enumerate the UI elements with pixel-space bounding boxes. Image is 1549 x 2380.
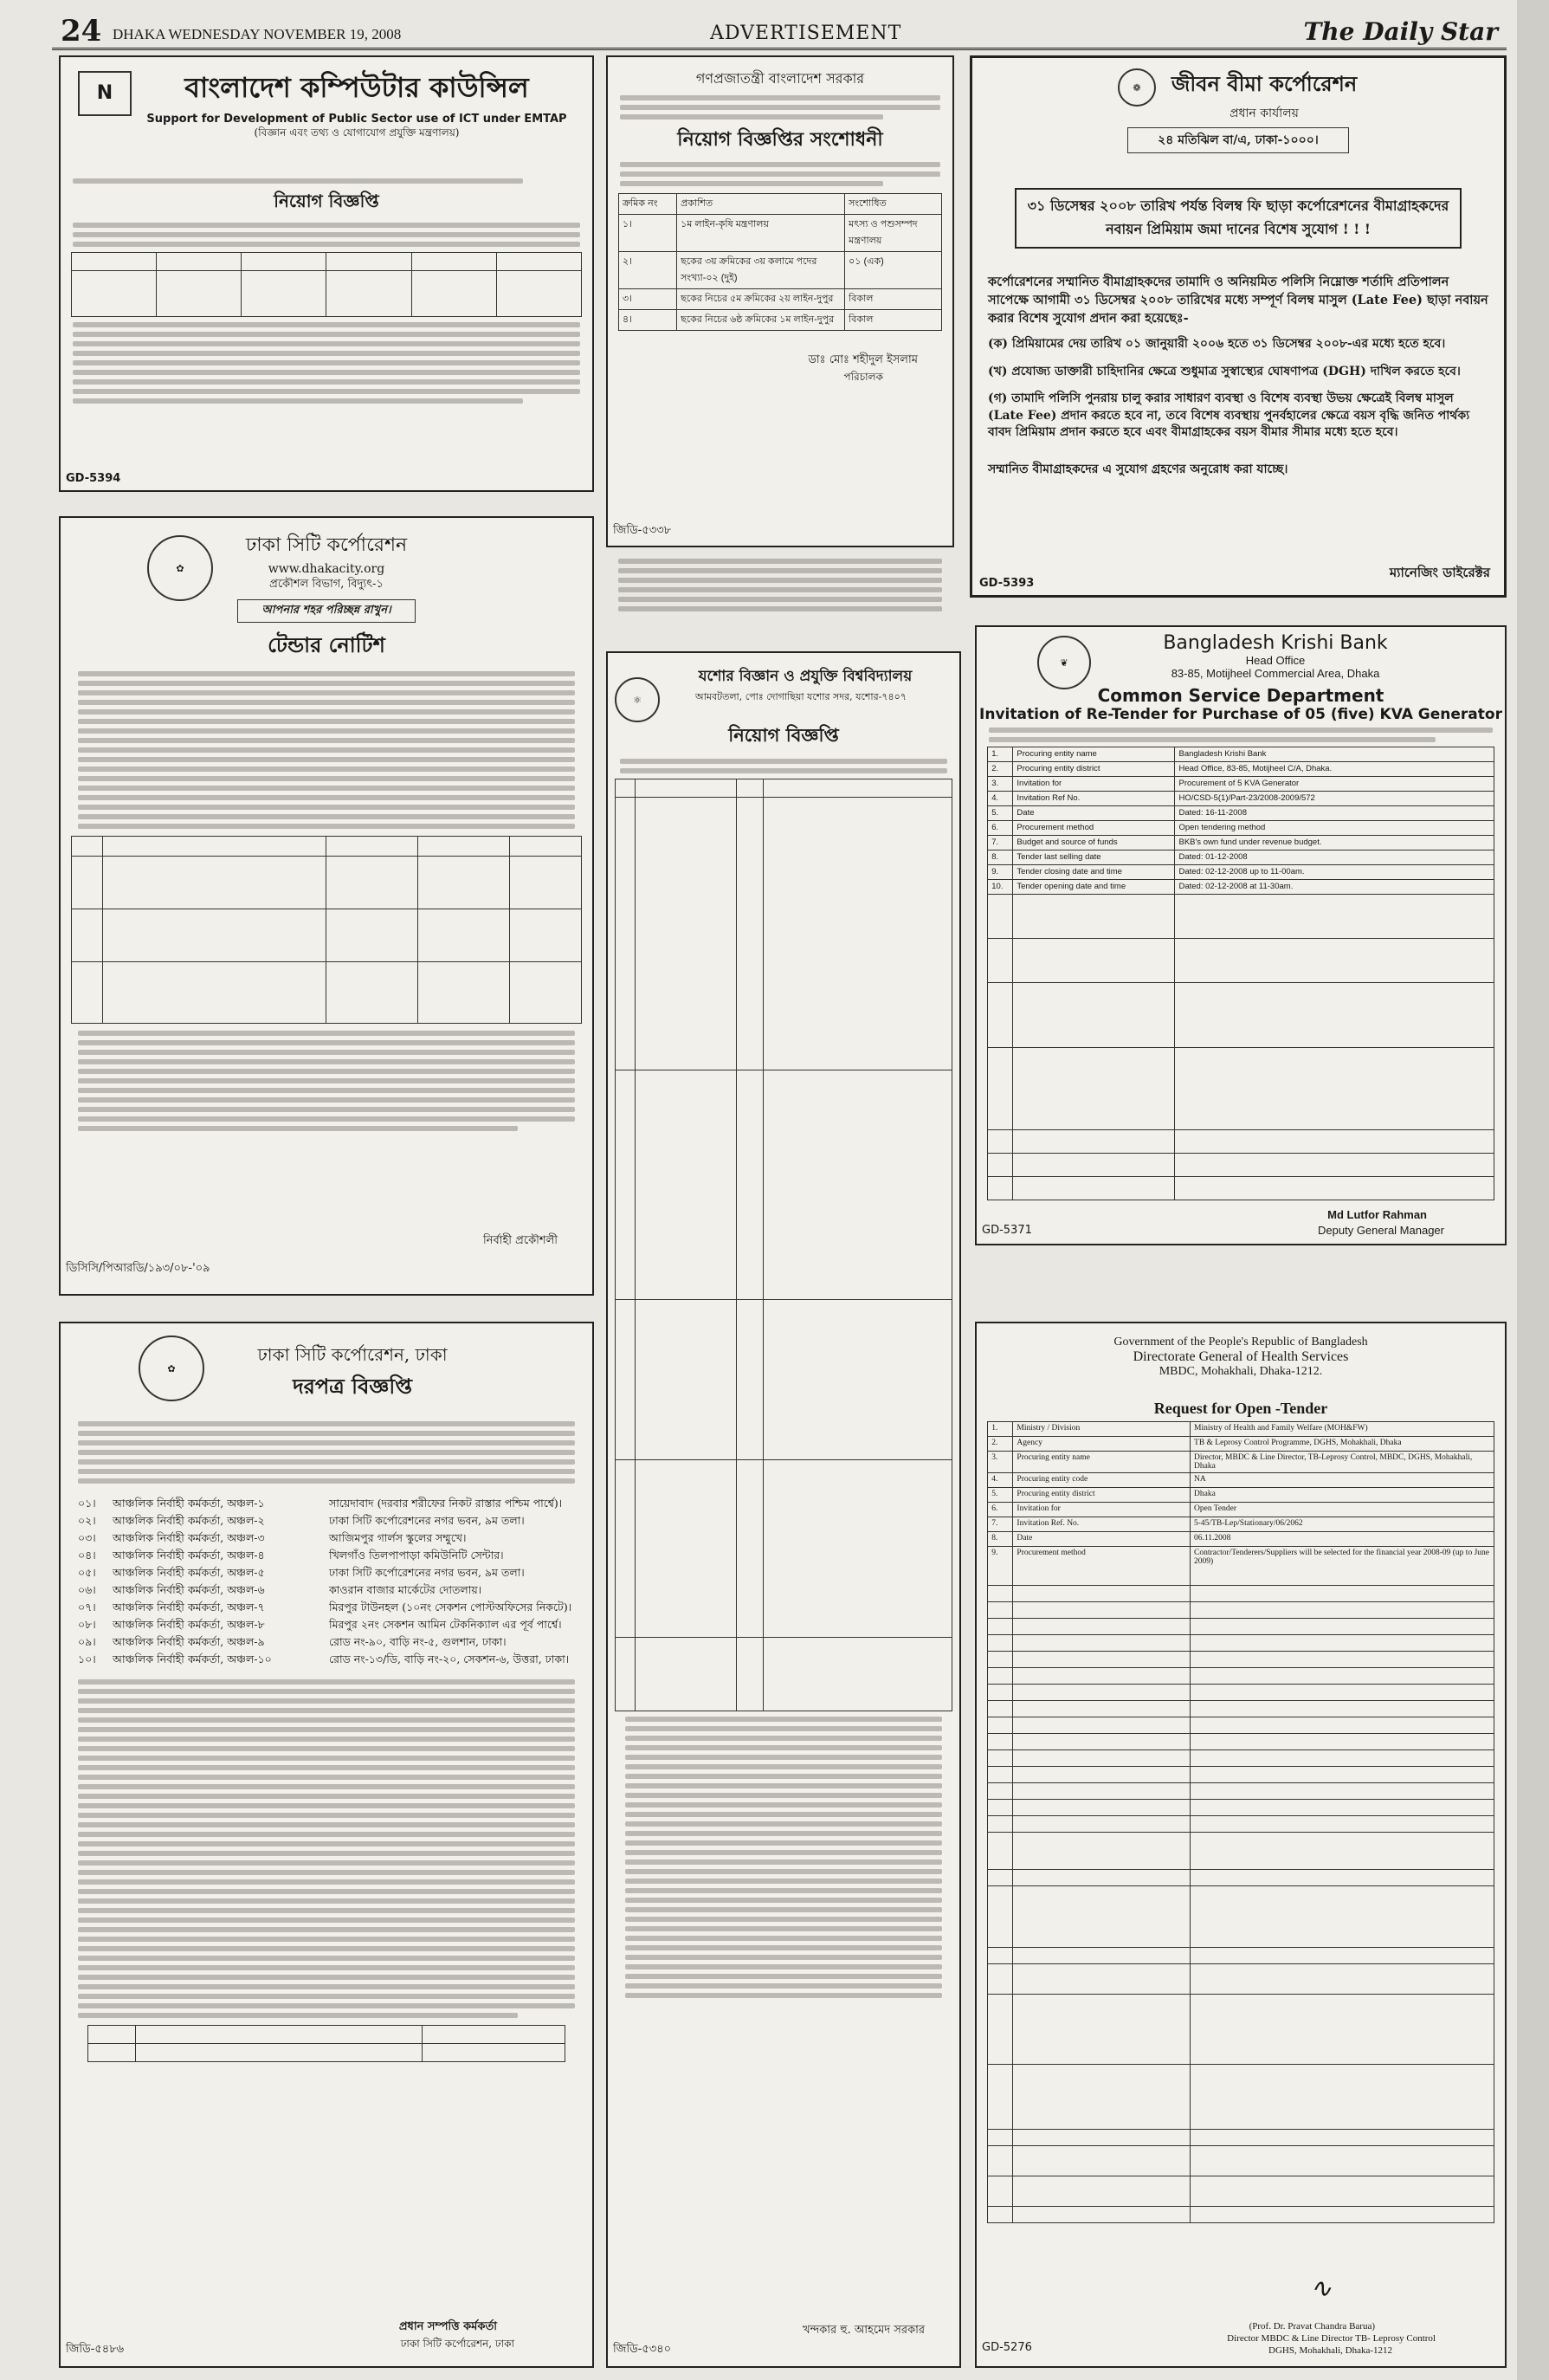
row-no: 6. xyxy=(988,821,1013,836)
signature-org: ঢাকা সিটি কর্পোরেশন, ঢাকা xyxy=(400,2338,514,2350)
row-value: Contractor/Tenderers/Suppliers will be selected for the financial year 2008-09 (up to June 2009) xyxy=(1191,1547,1494,1586)
tender-table xyxy=(71,836,581,1024)
row-value: Procurement of 5 KVA Generator xyxy=(1175,777,1494,792)
page-number: 24 xyxy=(61,14,102,49)
bcc-logo: N xyxy=(78,71,132,116)
address: MBDC, Mohakhali, Dhaka-1212. xyxy=(1159,1365,1323,1378)
row-value: Head Office, 83-85, Motijheel C/A, Dhaka. xyxy=(1175,762,1494,777)
signature: (Prof. Dr. Pravat Chandra Barua) xyxy=(1249,2321,1375,2331)
row-key: Procuring entity name xyxy=(1013,1452,1191,1473)
ad-krishi-bank xyxy=(975,625,1507,1245)
table-cell: বিকাল xyxy=(845,289,942,310)
row-value: Dated: 02-12-2008 up to 11-00am. xyxy=(1175,865,1494,880)
row-key: Invitation for xyxy=(1013,1503,1191,1517)
row-key: Tender opening date and time xyxy=(1013,880,1175,895)
ad-dcc-tender xyxy=(59,516,594,1296)
ad-computer-council xyxy=(59,55,594,492)
row-no: 4. xyxy=(988,792,1013,806)
date-line: DHAKA WEDNESDAY NOVEMBER 19, 2008 xyxy=(113,26,402,42)
row-key: Invitation Ref No. xyxy=(1013,792,1175,806)
organization: DGHS, Mohakhali, Dhaka-1212 xyxy=(1268,2345,1392,2356)
row-value: 5-45/TB-Lep/Stationary/06/2062 xyxy=(1191,1517,1494,1532)
notice-heading: দরপত্র বিজ্ঞপ্তি xyxy=(293,1374,412,1399)
ad-code: ডিসিসি/পিআরডি/১৯৩/০৮-'০৯ xyxy=(66,1262,210,1275)
table-cell: ৩। xyxy=(618,289,676,310)
row-value: NA xyxy=(1191,1473,1494,1488)
ad-dghs xyxy=(975,1322,1507,2368)
office-place: ঢাকা সিটি কর্পোরেশনের নগর ভবন, ৯ম তলা। xyxy=(329,1514,525,1527)
ad-title: যশোর বিজ্ঞান ও প্রযুক্তি বিশ্ববিদ্যালয় xyxy=(698,668,913,685)
row-no: 10. xyxy=(988,880,1013,895)
notice-heading: টেন্ডার নোটিশ xyxy=(268,632,385,657)
tender-details xyxy=(987,747,1494,1200)
signature: Md Lutfor Rahman xyxy=(1327,1208,1427,1221)
row-key: Procuring entity district xyxy=(1013,762,1175,777)
department: প্রকৌশল বিভাগ, বিদ্যুৎ-১ xyxy=(269,578,384,591)
notice-heading: নিয়োগ বিজ্ঞপ্তি xyxy=(274,191,379,211)
office-no: ০১। xyxy=(78,1497,96,1510)
ad-jessore-university xyxy=(606,651,961,2368)
address: আমবটতলা, পোঃ দোগাছিয়া যশোর সদর, যশোর-৭৪০৭ xyxy=(695,691,907,702)
ad-header: গণপ্রজাতন্ত্রী বাংলাদেশ সরকার xyxy=(695,70,865,87)
condition-3: (গ) তামাদি পলিসি পুনরায় চালু করার সাধারণ ব্যবস্থা ও বিশেষ ব্যবস্থা উভয় ক্ষেত্রেই বিলম্ব মাসুল (Late Fee) প্রদান করতে হবে না, তবে বিশেষ ব্যবস্থায় পুনর্বহালের ক্ষেত্রে বয়স বৃদ্ধি জনিত পার্থক্য বাবদ প্রিমিয়াম প্রদান করতে হবে এবং বীমাগ্রাহকের বয়স বীমার সীমার মধ্যে হতে হবে। xyxy=(988,391,1470,440)
website: www.dhakacity.org xyxy=(268,562,385,576)
office-no: ০৯। xyxy=(78,1635,96,1648)
address: 83-85, Motijheel Commercial Area, Dhaka xyxy=(1171,667,1380,680)
row-no: 3. xyxy=(988,1452,1013,1473)
office-name: আঞ্চলিক নির্বাহী কর্মকর্তা, অঞ্চল-৮ xyxy=(113,1618,265,1631)
office-place: সায়েদাবাদ (দরবার শরীফের নিকট রাস্তার পশ্চিম পার্শ্বে)। xyxy=(329,1497,563,1510)
signature-mark: ∿ xyxy=(1309,2273,1332,2304)
office-no: ০৮। xyxy=(78,1618,96,1631)
office-no: ১০। xyxy=(78,1652,96,1665)
ad-govt-correction xyxy=(606,55,954,547)
row-value: TB & Leprosy Control Programme, DGHS, Mohakhali, Dhaka xyxy=(1191,1437,1494,1452)
table-cell: ছকের নিচের ৬ষ্ঠ ক্রমিকের ১ম লাইন-দুপুর xyxy=(677,310,845,331)
ad-title: Bangladesh Krishi Bank xyxy=(1163,632,1388,654)
ad-code: জিডি-৫৪৮৬ xyxy=(66,2343,125,2356)
row-value: Ministry of Health and Family Welfare (MOH&FW) xyxy=(1191,1422,1494,1437)
row-key: Date xyxy=(1013,806,1175,821)
table-cell: বিকাল xyxy=(845,310,942,331)
row-no: 1. xyxy=(988,1422,1013,1437)
designation: Deputy General Manager xyxy=(1318,1224,1444,1237)
row-key: Ministry / Division xyxy=(1013,1422,1191,1437)
table-cell: ছকের নিচের ৫ম ক্রমিকের ২য় লাইন-দুপুর xyxy=(677,289,845,310)
office-place: রোড নং-১৩/ডি, বাড়ি নং-২০, সেকশন-৬, উত্তরা, ঢাকা। xyxy=(329,1652,570,1665)
row-key: Procuring entity code xyxy=(1013,1473,1191,1488)
table-cell: ৪। xyxy=(618,310,676,331)
row-no: 7. xyxy=(988,1517,1013,1532)
body-text: কর্পোরেশনের সম্মানিত বীমাগ্রাহকদের তামাদি ও অনিয়মিত পলিসি নিম্নোক্ত শর্তাদি প্রতিপালন সাপেক্ষে আগামী ৩১ ডিসেম্বর ২০০৮ তারিখের মধ্যে সম্পূর্ণ বিলম্ব মাসুল (Late Fee) ছাড়া নবায়ন করার বিশেষ সুযোগ প্রদান করা হয়েছেঃ- xyxy=(988,275,1488,327)
ad-title: জীবন বীমা কর্পোরেশন xyxy=(1171,71,1358,96)
table-cell: ১ম লাইন-কৃষি মন্ত্রণালয় xyxy=(677,215,845,252)
ad-title: বাংলাদেশ কম্পিউটার কাউন্সিল xyxy=(184,71,529,104)
table-cell: মৎস্য ও পশুসম্পদ মন্ত্রণালয় xyxy=(845,215,942,252)
designation: Director MBDC & Line Director TB- Leprosy Control xyxy=(1227,2333,1436,2344)
position-table xyxy=(71,252,581,317)
row-key: Agency xyxy=(1013,1437,1191,1452)
table-cell: ০১ (এক) xyxy=(845,252,942,289)
office-place: ঢাকা সিটি কর্পোরেশনের নগর ভবন, ৯ম তলা। xyxy=(329,1566,525,1579)
positions-table xyxy=(615,779,952,1711)
col-header: সংশোধিত xyxy=(845,194,942,215)
row-key: Procuring entity name xyxy=(1013,747,1175,762)
closing: সম্মানিত বীমাগ্রাহকদের এ সুযোগ গ্রহণের অনুরোধ করা যাচ্ছে। xyxy=(988,462,1288,477)
row-value: Bangladesh Krishi Bank xyxy=(1175,747,1494,762)
office-name: আঞ্চলিক নির্বাহী কর্মকর্তা, অঞ্চল-৪ xyxy=(113,1549,265,1562)
dcc-emblem: ✿ xyxy=(147,535,213,601)
office: Head Office xyxy=(1245,654,1306,667)
row-no: 5. xyxy=(988,1488,1013,1503)
office-place: খিলগাঁও তিলপাপাড়া কমিউনিটি সেন্টার। xyxy=(329,1549,504,1562)
row-no: 3. xyxy=(988,777,1013,792)
office-name: আঞ্চলিক নির্বাহী কর্মকর্তা, অঞ্চল-৫ xyxy=(113,1566,265,1579)
row-no: 4. xyxy=(988,1473,1013,1488)
row-value: Dated: 16-11-2008 xyxy=(1175,806,1494,821)
row-no: 2. xyxy=(988,1437,1013,1452)
address: ২৪ মতিঝিল বা/এ, ঢাকা-১০০০। xyxy=(1127,127,1349,153)
office-list xyxy=(61,1488,592,1675)
table-cell: ছকের ৩য় ক্রমিকের ৩য় কলামে পদের সংখ্যা-০২ (দুই) xyxy=(677,252,845,289)
row-key: Procuring entity district xyxy=(1013,1488,1191,1503)
row-key: Tender last selling date xyxy=(1013,850,1175,865)
ad-code: জিডি-৫৩৩৮ xyxy=(613,524,672,537)
office-name: আঞ্চলিক নির্বাহী কর্মকর্তা, অঞ্চল-৬ xyxy=(113,1583,265,1596)
office-name: আঞ্চলিক নির্বাহী কর্মকর্তা, অঞ্চল-২ xyxy=(113,1514,265,1527)
bkb-logo: ❦ xyxy=(1037,636,1091,689)
table-cell: ১। xyxy=(618,215,676,252)
jbc-logo: ❁ xyxy=(1118,68,1156,107)
row-value: Dated: 01-12-2008 xyxy=(1175,850,1494,865)
row-key: Date xyxy=(1013,1532,1191,1547)
blank-space xyxy=(606,554,954,641)
paper-name: The Daily Star xyxy=(1303,17,1498,46)
department: Common Service Department xyxy=(1097,685,1384,706)
ad-title: নিয়োগ বিজ্ঞপ্তির সংশোধনী xyxy=(677,128,883,151)
row-key: Budget and source of funds xyxy=(1013,836,1175,850)
row-value: Open Tender xyxy=(1191,1503,1494,1517)
row-key: Invitation for xyxy=(1013,777,1175,792)
condition-2: (খ) প্রযোজ্য ডাক্তারী চাহিদানির ক্ষেত্রে শুধুমাত্র সুস্বাস্থ্যের ঘোষণাপত্র (DGH) দাখিল করতে হবে। xyxy=(988,364,1461,378)
row-key: Invitation Ref. No. xyxy=(1013,1517,1191,1532)
office-name: আঞ্চলিক নির্বাহী কর্মকর্তা, অঞ্চল-৯ xyxy=(113,1635,265,1648)
signature: ডাঃ মোঃ শহীদুল ইসলাম xyxy=(808,353,918,366)
office-place: আজিমপুর গার্লস স্কুলের সম্মুখে। xyxy=(329,1531,467,1544)
row-no: 1. xyxy=(988,747,1013,762)
directorate: Directorate General of Health Services xyxy=(1133,1349,1349,1364)
row-value: Director, MBDC & Line Director, TB-Leprosy Control, MBDC, DGHS, Mohakhali, Dhaka xyxy=(1191,1452,1494,1473)
ad-code: GD-5394 xyxy=(66,472,121,485)
office-place: মিরপুর ২নং সেকশন আমিন টেকনিক্যাল এর পূর্ব পার্শ্বে। xyxy=(329,1618,562,1631)
office-place: মিরপুর টাউনহল (১০নং সেকশন পোস্টঅফিসের নিকটে)। xyxy=(329,1601,572,1614)
row-no: 6. xyxy=(988,1503,1013,1517)
signature: ম্যানেজিং ডাইরেক্টর xyxy=(1389,565,1490,580)
ad-title: ঢাকা সিটি কর্পোরেশন xyxy=(245,534,408,556)
row-no: 9. xyxy=(988,865,1013,880)
office-no: ০৫। xyxy=(78,1566,96,1579)
office-place: কাওরান বাজার মার্কেটের দোতলায়। xyxy=(329,1583,482,1596)
row-value: Open tendering method xyxy=(1175,821,1494,836)
office-place: রোড নং-৯০, বাড়ি নং-৫, গুলশান, ঢাকা। xyxy=(329,1635,507,1648)
ad-title: ঢাকা সিটি কর্পোরেশন, ঢাকা xyxy=(257,1344,448,1365)
row-key: Procurement method xyxy=(1013,821,1175,836)
signature: খন্দকার হু. আহমেদ সরকার xyxy=(803,2324,925,2337)
row-key: Tender closing date and time xyxy=(1013,865,1175,880)
dcc-emblem: ✿ xyxy=(139,1336,204,1401)
page-edge xyxy=(1517,0,1549,2380)
row-no: 8. xyxy=(988,850,1013,865)
condition-1: (ক) প্রিমিয়ামের দেয় তারিখ ০১ জানুয়ারী ২০০৬ হতে ৩১ ডিসেম্বর ২০০৮-এর মধ্যে হতে হবে। xyxy=(988,337,1446,352)
row-value: Dated: 02-12-2008 at 11-30am. xyxy=(1175,880,1494,895)
office: প্রধান কার্যালয় xyxy=(1230,107,1299,120)
row-value: BKB's own fund under revenue budget. xyxy=(1175,836,1494,850)
office-no: ০২। xyxy=(78,1514,96,1527)
headline: Request for Open -Tender xyxy=(1153,1400,1328,1417)
headline: Invitation of Re-Tender for Purchase of 05 (five) KVA Generator xyxy=(979,706,1502,723)
ad-code: GD-5393 xyxy=(979,577,1035,590)
gov-line: Government of the People's Republic of Bangladesh xyxy=(1113,1336,1368,1348)
row-key: Procurement method xyxy=(1013,1547,1191,1586)
row-no: 8. xyxy=(988,1532,1013,1547)
row-no: 9. xyxy=(988,1547,1013,1586)
office-no: ০৭। xyxy=(78,1601,96,1614)
office-no: ০৬। xyxy=(78,1583,96,1596)
university-emblem: ⚛ xyxy=(615,677,660,722)
row-no: 5. xyxy=(988,806,1013,821)
office-name: আঞ্চলিক নির্বাহী কর্মকর্তা, অঞ্চল-১০ xyxy=(113,1652,272,1665)
ad-subtitle: Support for Development of Public Sector use of ICT under EMTAP xyxy=(146,113,567,126)
ad-jibon-bima xyxy=(970,55,1507,598)
ad-subtitle-bn: (বিজ্ঞান এবং তথ্য ও যোগাযোগ প্রযুক্তি মন্ত্রণালয়) xyxy=(254,126,460,139)
masthead xyxy=(52,9,1507,50)
correction-table xyxy=(618,193,942,331)
row-value: Dhaka xyxy=(1191,1488,1494,1503)
lot-table xyxy=(87,2025,566,2062)
row-value: 06.11.2008 xyxy=(1191,1532,1494,1547)
notice-heading: নিয়োগ বিজ্ঞপ্তি xyxy=(728,724,839,746)
office-name: আঞ্চলিক নির্বাহী কর্মকর্তা, অঞ্চল-৩ xyxy=(113,1531,265,1544)
ad-code: জিডি-৫৩৪০ xyxy=(613,2343,672,2356)
ad-code: GD-5371 xyxy=(982,1224,1032,1237)
row-no: 2. xyxy=(988,762,1013,777)
office-no: ০৩। xyxy=(78,1531,96,1544)
signature: নির্বাহী প্রকৌশলী xyxy=(482,1234,558,1247)
office-name: আঞ্চলিক নির্বাহী কর্মকর্তা, অঞ্চল-১ xyxy=(113,1497,265,1510)
slogan: আপনার শহর পরিচ্ছন্ন রাখুন। xyxy=(237,599,416,623)
section-label: ADVERTISEMENT xyxy=(710,23,902,44)
col-header: ক্রমিক নং xyxy=(618,194,676,215)
tender-details xyxy=(987,1421,1494,2223)
signature: প্রধান সম্পত্তি কর্মকর্তা xyxy=(398,2320,497,2333)
designation: পরিচালক xyxy=(843,371,883,383)
ad-code: GD-5276 xyxy=(982,2341,1032,2354)
office-name: আঞ্চলিক নির্বাহী কর্মকর্তা, অঞ্চল-৭ xyxy=(113,1601,265,1614)
ad-dcc-dorpotro xyxy=(59,1322,594,2368)
row-no: 7. xyxy=(988,836,1013,850)
table-cell: ২। xyxy=(618,252,676,289)
banner: ৩১ ডিসেম্বর ২০০৮ তারিখ পর্যন্ত বিলম্ব ফি ছাড়া কর্পোরেশনের বীমাগ্রাহকদের নবায়ন প্রিমিয়াম জমা দানের বিশেষ সুযোগ ! ! ! xyxy=(1015,188,1462,249)
row-value: HO/CSD-5(1)/Part-23/2008-2009/572 xyxy=(1175,792,1494,806)
office-no: ০৪। xyxy=(78,1549,96,1562)
col-header: প্রকাশিত xyxy=(677,194,845,215)
